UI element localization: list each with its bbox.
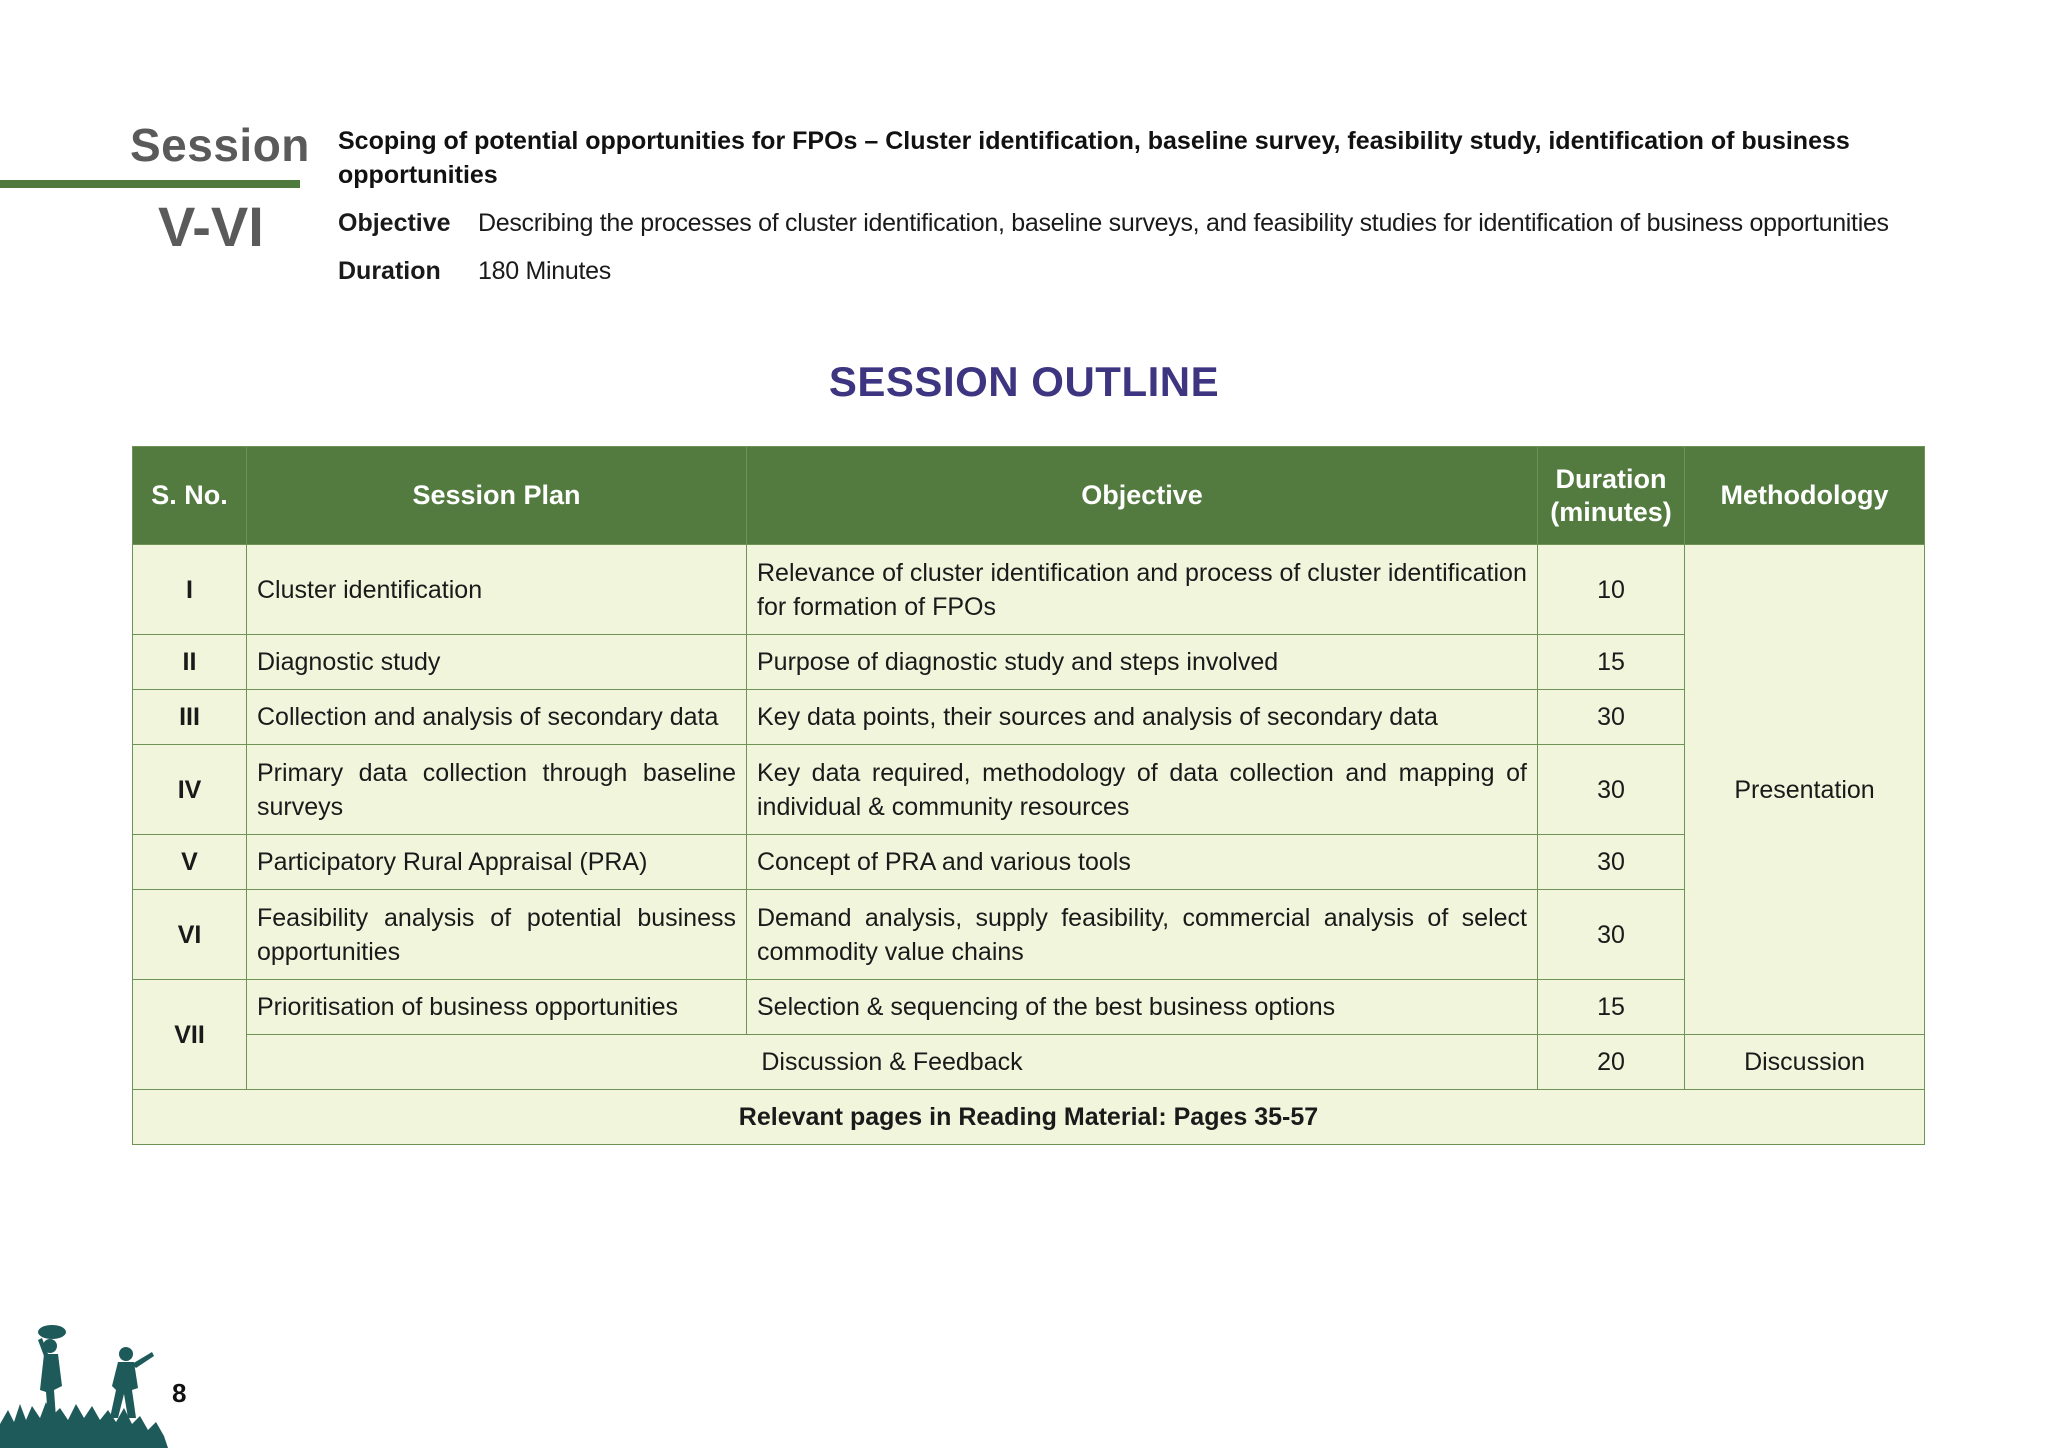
sno-cell: VII: [133, 980, 247, 1090]
duration-cell: 10: [1538, 545, 1685, 635]
duration-cell: 30: [1538, 890, 1685, 980]
objective-text: Describing the processes of cluster identification, baseline surveys, and feasibility studies for identification of business opportunities: [478, 209, 1889, 237]
discussion-row: [133, 1035, 1925, 1090]
objective-cell: Demand analysis, supply feasibility, commercial analysis of select commodity value chains: [747, 890, 1538, 980]
column-header-methodology: Methodology: [1685, 447, 1925, 545]
sno-cell: V: [133, 835, 247, 890]
table-row: [133, 690, 1925, 745]
discussion-label-cell: Discussion & Feedback: [247, 1035, 1538, 1090]
objective-cell: Relevance of cluster identification and process of cluster identification for formation of FPOs: [747, 545, 1538, 635]
session-header: [338, 124, 1938, 288]
objective-cell: Purpose of diagnostic study and steps involved: [747, 635, 1538, 690]
session-plan-cell: Feasibility analysis of potential business opportunities: [247, 890, 747, 980]
objective-label: Objective: [338, 209, 451, 237]
session-label: Session: [130, 119, 310, 171]
objective-row: [338, 206, 1938, 240]
farmer-silhouette-icon: [0, 1306, 210, 1448]
table-row: [133, 890, 1925, 980]
table-row: [133, 545, 1925, 635]
objective-cell: Concept of PRA and various tools: [747, 835, 1538, 890]
session-divider: [0, 180, 300, 188]
session-outline-table: [132, 446, 1925, 1145]
column-header-objective: Objective: [747, 447, 1538, 545]
methodology-cell: Discussion: [1685, 1035, 1925, 1090]
sno-cell: III: [133, 690, 247, 745]
methodology-cell: Presentation: [1685, 545, 1925, 1035]
table-row: [133, 835, 1925, 890]
sno-cell: IV: [133, 745, 247, 835]
session-plan-cell: Collection and analysis of secondary data: [247, 690, 747, 745]
reading-material-row: [133, 1090, 1925, 1145]
outline-heading: SESSION OUTLINE: [828, 358, 1220, 405]
column-header-duration: Duration (minutes): [1538, 447, 1685, 545]
duration-cell: 15: [1538, 635, 1685, 690]
table-header-row: [133, 447, 1925, 545]
duration-cell: 20: [1538, 1035, 1685, 1090]
session-plan-cell: Diagnostic study: [247, 635, 747, 690]
session-plan-cell: Primary data collection through baseline surveys: [247, 745, 747, 835]
duration-cell: 30: [1538, 690, 1685, 745]
sno-cell: I: [133, 545, 247, 635]
session-title: Scoping of potential opportunities for FPOs – Cluster identification, baseline survey, feasibility study, identification of business opportunities: [338, 127, 1850, 189]
sno-cell: VI: [133, 890, 247, 980]
table-row: [133, 635, 1925, 690]
session-plan-cell: Prioritisation of business opportunities: [247, 980, 747, 1035]
sno-cell: II: [133, 635, 247, 690]
duration-cell: 30: [1538, 745, 1685, 835]
column-header-session-plan: Session Plan: [247, 447, 747, 545]
session-plan-cell: Participatory Rural Appraisal (PRA): [247, 835, 747, 890]
duration-text: 180 Minutes: [478, 257, 611, 285]
objective-cell: Key data points, their sources and analysis of secondary data: [747, 690, 1538, 745]
table-row: [133, 745, 1925, 835]
objective-cell: Key data required, methodology of data collection and mapping of individual & community resources: [747, 745, 1538, 835]
reading-material-cell: Relevant pages in Reading Material: Pages 35-57: [133, 1090, 1925, 1145]
table-row: [133, 980, 1925, 1035]
duration-label: Duration: [338, 257, 441, 285]
session-number: V-VI: [158, 195, 264, 258]
session-plan-cell: Cluster identification: [247, 545, 747, 635]
column-header-sno: S. No.: [133, 447, 247, 545]
page-number: 8: [172, 1378, 187, 1408]
duration-row: [338, 254, 1938, 288]
duration-cell: 15: [1538, 980, 1685, 1035]
duration-cell: 30: [1538, 835, 1685, 890]
objective-cell: Selection & sequencing of the best business options: [747, 980, 1538, 1035]
